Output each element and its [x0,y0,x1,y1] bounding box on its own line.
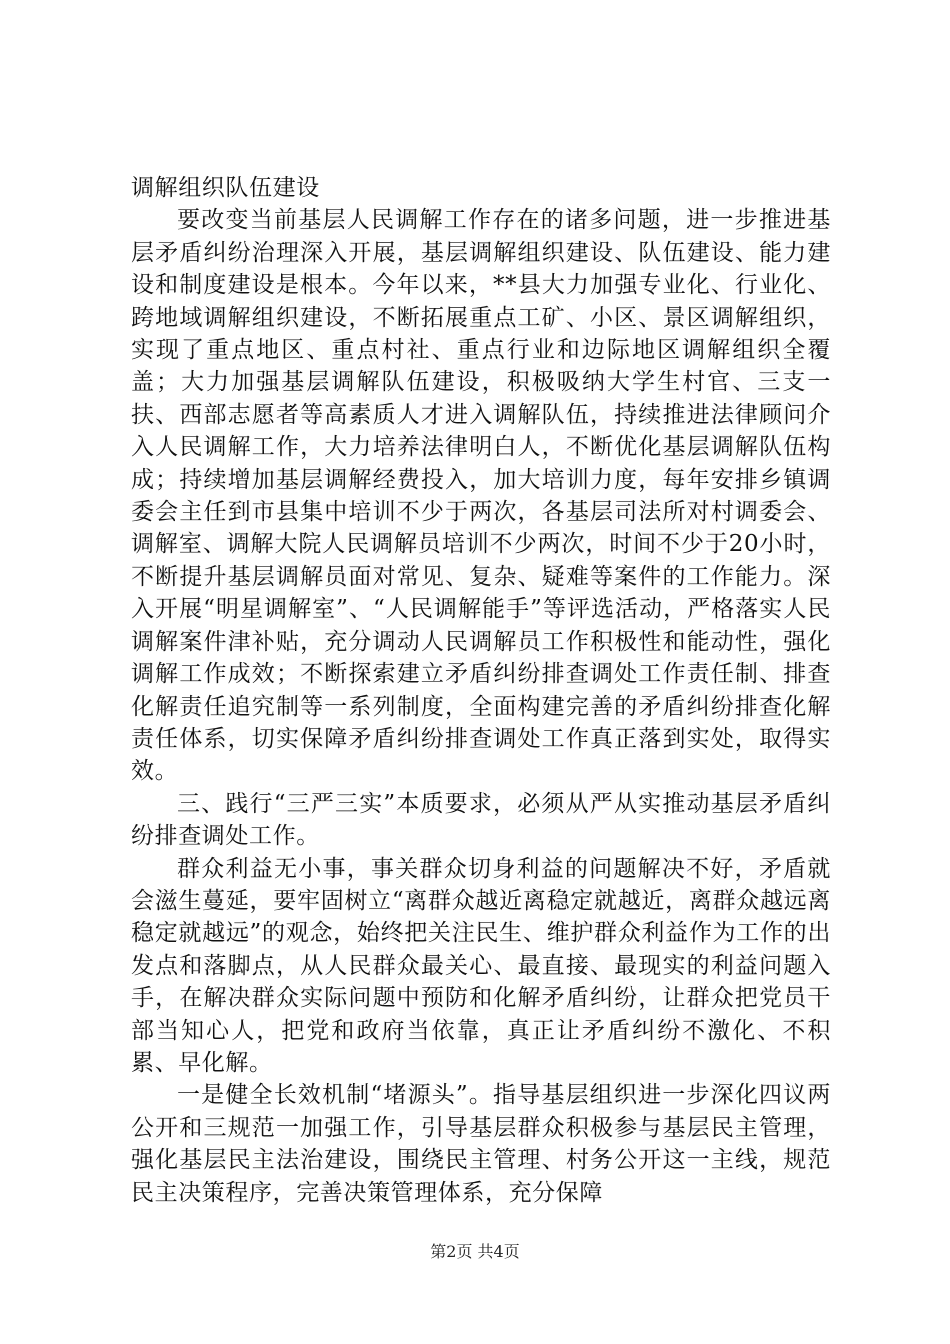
paragraph-organization-building: 要改变当前基层人民调解工作存在的诸多问题，进一步推进基层矛盾纠纷治理深入开展，基层调解组织建设、队伍建设、能力建设和制度建设是根本。今年以来，**县大力加强专业化、行业化、跨地域调解组织建设，不断拓展重点工矿、小区、景区调解组织，实现了重点地区、重点村社、重点行业和边际地区调解组织全覆盖；大力加强基层调解队伍建设，积极吸纳大学生村官、三支一扶、西部志愿者等高素质人才进入调解队伍，持续推进法律顾问介入人民调解工作，大力培养法律明白人，不断优化基层调解队伍构成；持续增加基层调解经费投入，加大培训力度，每年安排乡镇调委会主任到市县集中培训不少于两次，各基层司法所对村调委会、调解室、调解大院人民调解员培训不少两次，时间不少于20小时，不断提升基层调解员面对常见、复杂、疑难等案件的工作能力。深入开展“明星调解室”、“人民调解能手”等评选活动，严格落实人民调解案件津补贴，充分调动人民调解员工作积极性和能动性，强化调解工作成效；不断探索建立矛盾纠纷排查调处工作责任制、排查化解责任追究制等一系列制度，全面构建完善的矛盾纠纷排查化解责任体系，切实保障矛盾纠纷排查调处工作真正落到实处，取得实效。 [131,207,831,785]
section-heading: 调解组织队伍建设 [131,175,320,201]
page-number-footer: 第2页 共4页 [430,1242,520,1261]
paragraph-mass-interests: 群众利益无小事，事关群众切身利益的问题解决不好，矛盾就会滋生蔓延，要牢固树立“离群众越近离稳定就越近，离群众越远离稳定就越远”的观念，始终把关注民生、维护群众利益作为工作的出发点和落脚点，从人民群众最关心、最直接、最现实的利益问题入手，在解决群众实际问题中预防和化解矛盾纠纷，让群众把党员干部当知心人，把党和政府当依靠，真正让矛盾纠纷不激化、不积累、早化解。 [131,855,831,1076]
paragraph-long-term-mechanism: 一是健全长效机制“堵源头”。指导基层组织进一步深化四议两公开和三规范一加强工作，引导基层群众积极参与基层民主管理，强化基层民主法治建设，围绕民主管理、村务公开这一主线，规范民主决策程序，完善决策管理体系，充分保障 [131,1082,831,1206]
document-body [131,172,831,1209]
section-title-three-strict: 三、践行“三严三实”本质要求，必须从严从实推动基层矛盾纠纷排查调处工作。 [131,790,831,850]
